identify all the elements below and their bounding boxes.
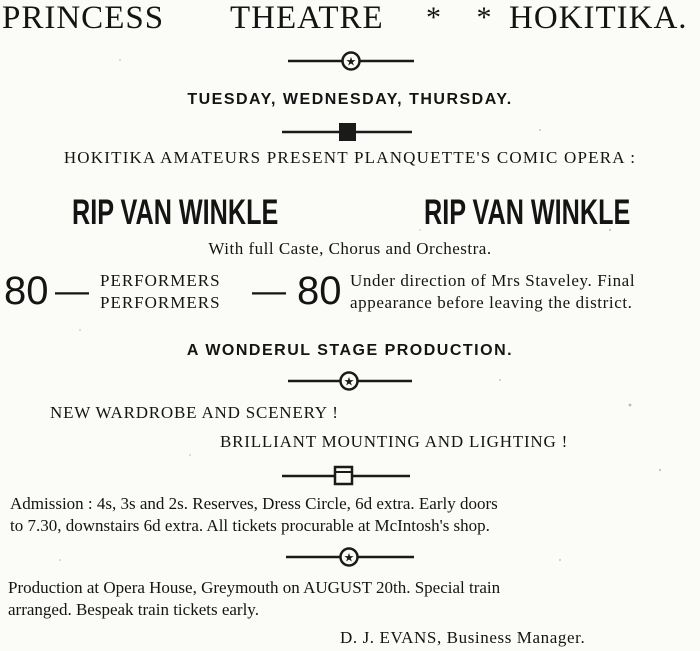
admission-line-2: to 7.30, downstairs 6d extra. All tickets procurable at McIntosh's shop. [10,516,490,535]
divider-box-rule [0,465,700,487]
show-title-right: RIP VAN WINKLE [424,193,631,232]
box-icon [335,467,352,484]
divider-star-rule-3 [0,546,700,568]
direction-line-1: Under direction of Mrs Staveley. Final [350,271,636,290]
performers-dash-right: — [252,272,286,310]
performers-dash-left: — [55,272,89,310]
header-title-left: PRINCESS [2,0,165,36]
greymouth-line-2: arranged. Bespeak train tickets early. [8,600,259,619]
performers-count-right: 80 [297,269,342,313]
star-icon: ★ [343,374,355,389]
divider-square-rule [0,121,700,143]
greymouth-line-1: Production at Opera House, Greymouth on AUGUST 20th. Special train [8,578,501,597]
star-icon: ★ [345,54,357,69]
performance-days: TUESDAY, WEDNESDAY, THURSDAY. [187,91,513,108]
business-manager-signature: D. J. EVANS, Business Manager. [340,628,586,647]
performers-line-2: PERFORMERS [100,293,221,312]
show-title-left: RIP VAN WINKLE [72,193,279,232]
divider-star-rule-2 [0,370,700,392]
production-heading: A WONDERUL STAGE PRODUCTION. [186,342,514,359]
header-title-mid: THEATRE [230,0,384,36]
star-icon: ★ [343,550,355,565]
mounting-line: BRILLIANT MOUNTING AND LIGHTING ! [220,432,569,451]
header-stars: * * [426,1,506,34]
performers-count-left: 80 [4,269,49,313]
divider-star-rule-1 [0,50,700,72]
cast-line: With full Caste, Chorus and Orchestra. [208,239,492,258]
admission-line-1: Admission : 4s, 3s and 2s. Reserves, Dress Circle, 6d extra. Early doors [10,494,498,513]
header-title-right: HOKITIKA. [509,0,688,36]
square-icon [339,123,356,141]
presents-line: HOKITIKA AMATEURS PRESENT PLANQUETTE'S COMIC OPERA : [63,148,637,167]
performers-line-1: PERFORMERS [100,271,221,290]
wardrobe-line: NEW WARDROBE AND SCENERY ! [50,403,339,422]
direction-line-2: appearance before leaving the district. [350,293,633,312]
